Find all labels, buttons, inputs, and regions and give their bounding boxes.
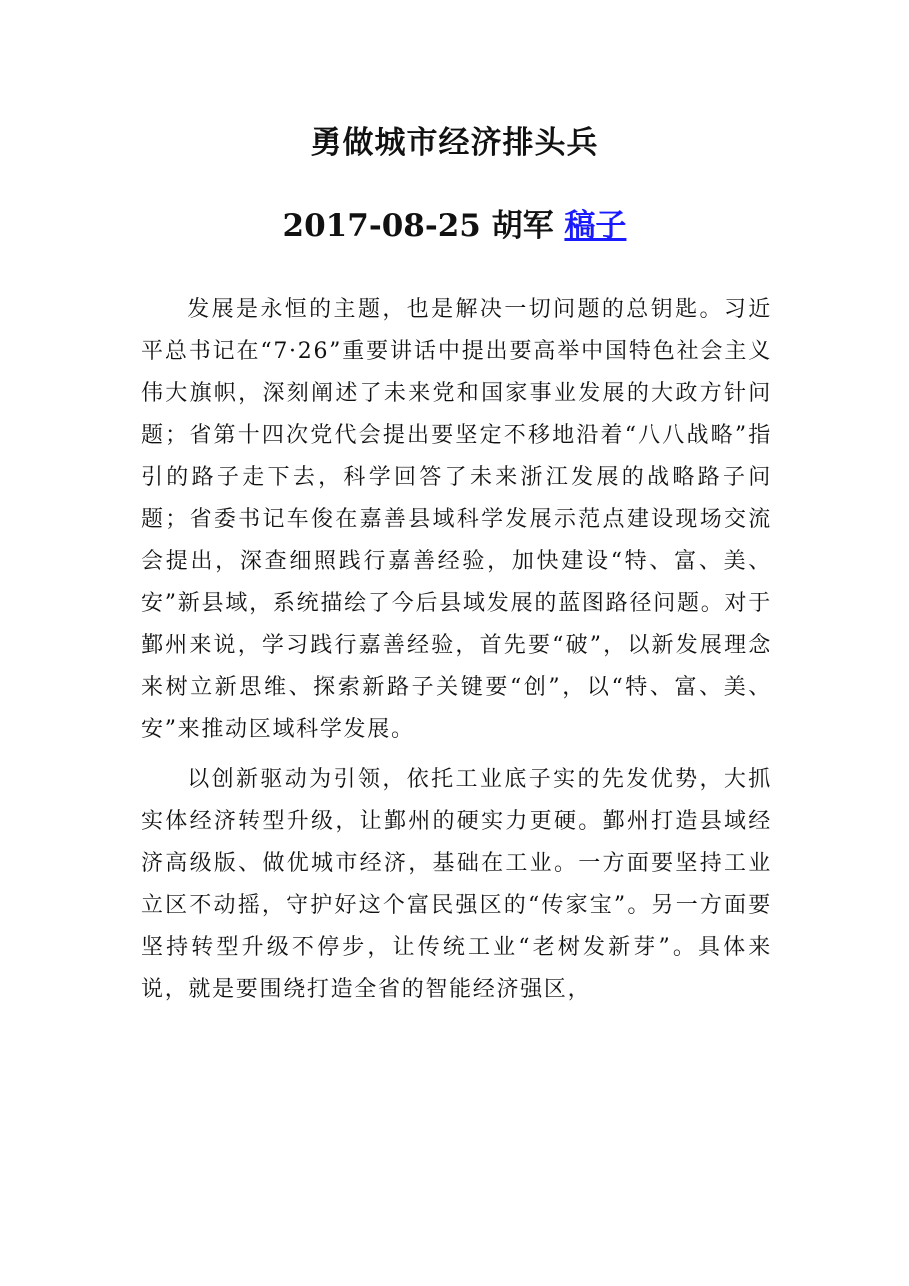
paragraph-2: 以创新驱动为引领，依托工业底子实的先发优势，大抓实体经济转型升级，让鄞州的硬实力更硬。鄞州打造县域经济高级版、做优城市经济，基础在工业。一方面要坚持工业立区不动摇，守护好这个富民强区的“传家宝”。另一方面要坚持转型升级不停步，让传统工业“老树发新芽”。具体来说，就是要围绕打造全省的智能经济强区， [141, 767, 772, 1002]
author-name: 胡军 [491, 208, 554, 244]
document-title: 勇做城市经济排头兵 [310, 125, 599, 161]
publish-date: 2017-08-25 [282, 208, 481, 244]
document-body [141, 289, 772, 1011]
paragraph-1: 发展是永恒的主题，也是解决一切问题的总钥匙。习近平总书记在“7·26”重要讲话中提出要高举中国特色社会主义伟大旗帜，深刻阐述了未来党和国家事业发展的大政方针问题；省第十四次党代会提出要坚定不移地沿着“八八战略”指引的路子走下去，科学回答了未来浙江发展的战略路子问题；省委书记车俊在嘉善县域科学发展示范点建设现场交流会提出，深查细照践行嘉善经验，加快建设“特、富、美、安”新县域，系统描绘了今后县域发展的蓝图路径问题。对于鄞州来说，学习践行嘉善经验，首先要“破”，以新发展理念来树立新思维、探索新路子关键要“创”，以“特、富、美、安”来推动区域科学发展。 [141, 297, 772, 742]
document-meta [0, 201, 909, 251]
manuscript-link[interactable]: 稿子 [564, 208, 627, 244]
